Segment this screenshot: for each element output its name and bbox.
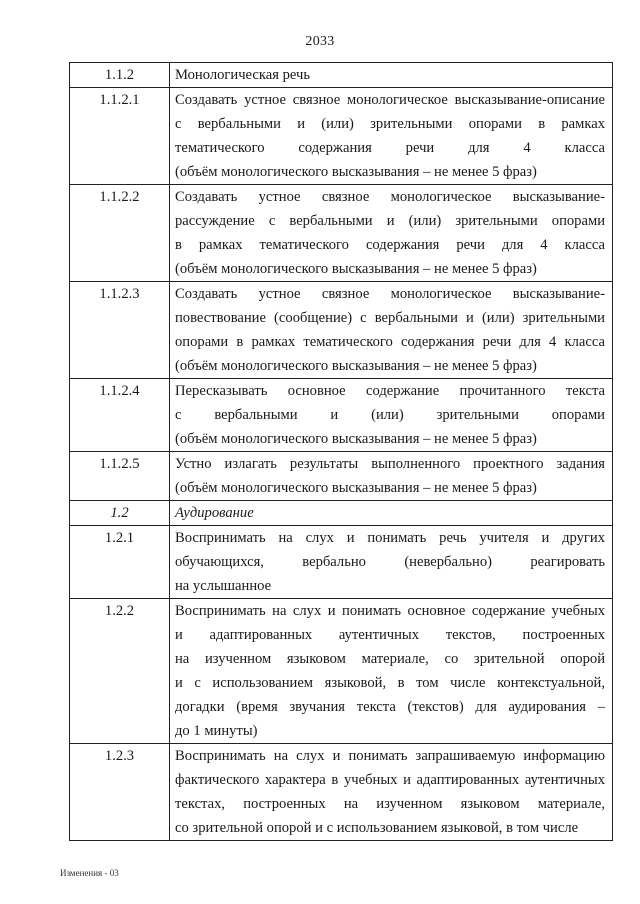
table-row xyxy=(70,501,613,526)
table-row xyxy=(70,282,613,379)
table-row xyxy=(70,379,613,452)
row-code: 1.1.2.3 xyxy=(70,282,170,379)
text-line: Воспринимать на слух и понимать запрашиваемую информацию xyxy=(175,748,605,764)
text-line: фактического характера в учебных и адаптированных аутентичных xyxy=(175,772,605,788)
text-line: (объём монологического высказывания – не менее 5 фраз) xyxy=(175,164,537,180)
text-line: на изученном языковом материале, со зрительной опорой xyxy=(175,651,605,667)
row-text xyxy=(170,185,613,282)
table-row xyxy=(70,185,613,282)
row-code: 1.2.1 xyxy=(70,526,170,599)
text-line: Монологическая речь xyxy=(175,67,310,83)
text-line: на услышанное xyxy=(175,578,272,594)
row-code: 1.1.2.5 xyxy=(70,452,170,501)
row-text xyxy=(170,501,613,526)
text-line: (объём монологического высказывания – не менее 5 фраз) xyxy=(175,358,537,374)
text-line: с вербальными и (или) зрительными опорами xyxy=(175,407,605,423)
curriculum-table xyxy=(69,62,613,841)
text-line: (объём монологического высказывания – не менее 5 фраз) xyxy=(175,480,537,496)
table-row xyxy=(70,744,613,841)
text-line: (объём монологического высказывания – не менее 5 фраз) xyxy=(175,261,537,277)
page-number: 2033 xyxy=(305,34,335,49)
row-text xyxy=(170,63,613,88)
row-text xyxy=(170,379,613,452)
row-code: 1.1.2.1 xyxy=(70,88,170,185)
text-line: текстах, построенных на изученном языковом материале, xyxy=(175,796,605,812)
text-line: и с использованием языковой, в том числе контекстуальной, xyxy=(175,675,605,691)
row-code: 1.1.2 xyxy=(70,63,170,88)
text-line: Создавать устное связное монологическое высказывание- xyxy=(175,189,605,205)
row-text xyxy=(170,526,613,599)
row-text xyxy=(170,452,613,501)
row-text xyxy=(170,744,613,841)
table-row xyxy=(70,599,613,744)
table-row xyxy=(70,63,613,88)
text-line: Воспринимать на слух и понимать основное содержание учебных xyxy=(175,603,605,619)
table-body xyxy=(70,63,613,841)
text-line: Пересказывать основное содержание прочитанного текста xyxy=(175,383,605,399)
table-row xyxy=(70,526,613,599)
text-line: опорами в рамках тематического содержания речи для 4 класса xyxy=(175,334,605,350)
text-line: в рамках тематического содержания речи для 4 класса xyxy=(175,237,605,253)
footer-note: Изменения - 03 xyxy=(60,868,119,878)
row-code: 1.2.3 xyxy=(70,744,170,841)
row-code: 1.2.2 xyxy=(70,599,170,744)
text-line: Устно излагать результаты выполненного проектного задания xyxy=(175,456,605,472)
row-text xyxy=(170,599,613,744)
row-code: 1.1.2.4 xyxy=(70,379,170,452)
text-line: догадки (время звучания текста (текстов) для аудирования – xyxy=(175,699,605,715)
text-line: Создавать устное связное монологическое высказывание- xyxy=(175,286,605,302)
table-row xyxy=(70,88,613,185)
text-line: повествование (сообщение) с вербальными и (или) зрительными xyxy=(175,310,605,326)
text-line: с вербальными и (или) зрительными опорами в рамках xyxy=(175,116,605,132)
row-text xyxy=(170,88,613,185)
row-code: 1.2 xyxy=(70,501,170,526)
row-text xyxy=(170,282,613,379)
row-code: 1.1.2.2 xyxy=(70,185,170,282)
table-row xyxy=(70,452,613,501)
text-line: Воспринимать на слух и понимать речь учителя и других xyxy=(175,530,605,546)
text-line: тематического содержания речи для 4 класса xyxy=(175,140,605,156)
text-line: обучающихся, вербально (невербально) реагировать xyxy=(175,554,605,570)
text-line: Аудирование xyxy=(175,505,254,521)
text-line: со зрительной опорой и с использованием языковой, в том числе xyxy=(175,820,579,836)
text-line: рассуждение с вербальными и (или) зрительными опорами xyxy=(175,213,605,229)
text-line: и адаптированных аутентичных текстов, построенных xyxy=(175,627,605,643)
text-line: Создавать устное связное монологическое высказывание-описание xyxy=(175,92,605,108)
text-line: до 1 минуты) xyxy=(175,723,258,739)
text-line: (объём монологического высказывания – не менее 5 фраз) xyxy=(175,431,537,447)
